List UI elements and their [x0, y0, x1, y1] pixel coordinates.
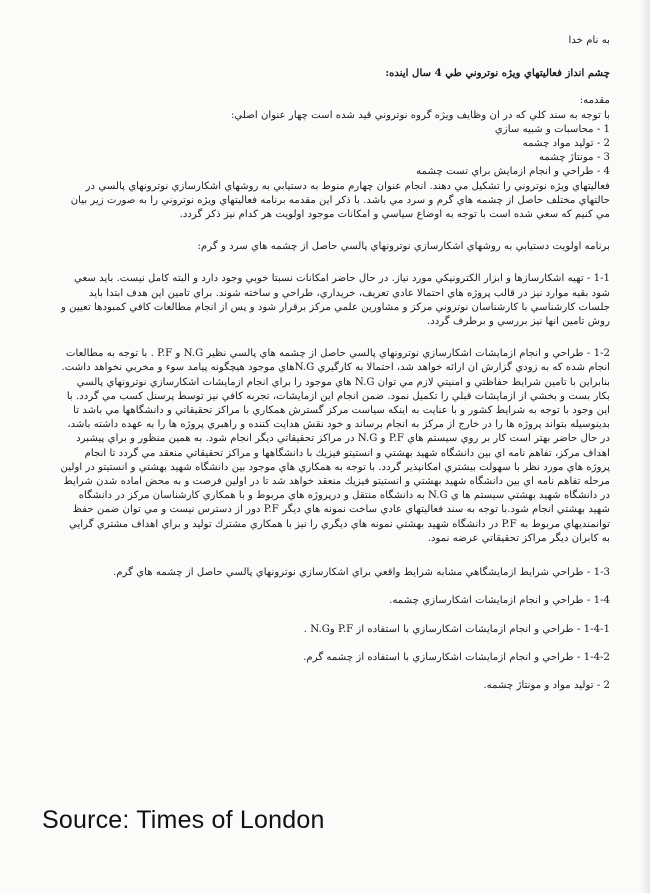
intro-heading: مقدمه:: [579, 95, 610, 107]
section-1-4-2: 1-4-2 - طراحي و انجام ازمايشات اشكارسازي با استفاده از چشمه گرم.: [303, 651, 610, 663]
intro-item-list: [58, 123, 610, 180]
intro-text: با توجه به سند كلي كه در ان وظايف ويژه گروه نوتروني قيد شده است چهار عنوان اصلي:: [230, 109, 610, 121]
section-1-4-1: 1-4-1 - طراحي و انجام ازمايشات اشكارسازي با استفاده از P.F وN.G .: [303, 623, 610, 635]
intro-paragraph: فعاليتهاي ويژه نوتروني را تشكيل مي دهند. انجام عنوان چهارم منوط به دستيابي به روشهاي اشكارسازي نوترونهاي پالسي در حالتهاي مختلف حاصل از چشمه هاي گرم و سرد مي باشد. با ذكر اين مقدمه برنامه فعاليتهاي ويژه نوتروني را به صورت زير بيان مي كنيم كه سعي شده است با توجه به اوضاع سياسي و امكانات موجود اولويت هر كدام نيز ذكر گردد.: [70, 180, 610, 221]
program-title: برنامه اولويت دستيابي به روشهاي اشكارسازي نوترونهاي پالسي حاصل از چشمه هاي سرد و گرم:: [197, 241, 610, 253]
intro-item: 4 - طراحي و انجام ازمايش براي تست چشمه: [416, 166, 610, 178]
intro-item: 1 - محاسبات و شبيه سازي: [494, 123, 610, 135]
source-caption: Source: Times of London: [42, 806, 325, 834]
document-title: چشم انداز فعاليتهاي ويژه نوتروني طي 4 سال اينده:: [385, 67, 610, 80]
section-1-3: 1-3 - طراحي شرايط ازمايشگاهي مشابه شرايط واقعي براي اشكارسازي نوترونهاي پالسي حاصل از چشمه هاي گرم.: [112, 567, 610, 579]
intro-item: 2 - توليد مواد چشمه: [522, 138, 610, 150]
section-1-4: 1-4 - طراحي و انجام ازمايشات اشكارسازي چشمه.: [389, 595, 610, 607]
section-2: 2 - توليد مواد و مونتاژ چشمه.: [483, 679, 610, 691]
intro-item: 3 - مونتاژ چشمه: [538, 152, 610, 164]
section-1-1: 1-1 - تهيه اشكارسازها و ابزار الكترونيكي مورد نياز. در حال حاضر امكانات نسبتا خوبي وجود دارد و البته كامل نيست. بايد سعي شود بقيه موارد نيز در قالب پروژه هاي احتمالا عادي تعريف، خريداري، طراحي و ساخته شوند. براي تامين اين هدف ابتدا بايد جلسات كارشناسي با كارشناسان نوتروني مركز و مشاورين علمي مركز برقرار شود و پس از انجام مطالعات كافي كمبودها تعيين و روش تامين انها نيز بررسي و برطرف گردد.: [60, 273, 610, 328]
section-1-2: 1-2 - طراحي و انجام ازمايشات اشكارسازي نوترونهاي پالسي حاصل از چشمه هاي پالسي نظير N.G و P.F . با توجه به مطالعات انجام شده كه به زودي گزارش ان ارائه خواهد شد، احتمالا به كارگيري N.Gهاي موجود هيچگونه پيامد سوء و مخربي نخواهد داشت. بنابراين با تامين شرايط حفاظتي و امنيتي لازم مي توان N.G هاي موجود را براي انجام ازمايشات اشكارسازي نوترونهاي پالسي بكار بست و بخشي از ازمايشات قبلي را تكميل نمود. ضمن انجام اين ازمايشات، تجربه كافي نيز توسط پرسنل كسب مي گردد. با اين وجود با توجه به شرايط كشور و با عنايت به اينكه سياست مركز گسترش همكاري با مراكز تحقيقاتي و دانشگاهها مي باشد تا بدينوسيله بتواند پروژه ها را در خارج از مركز به انجام برساند و خود نقش هدايت كننده و راهبري پروژه ها را به عهده داشته باشد، در حال حاضر بهتر است كار بر روي سيستم هاي P.F و N.G در مراكز تحقيقاتي ديگر انجام شود. به همين منظور و براي پيشبرد اهداف مركز، تفاهم نامه اي بين دانشگاه شهيد بهشتي و انستيتو فيزيك با دانشگاهها و مراكز تحقيقاتي منعقد مي گردد تا انجام پروژه هاي مورد نظر با سهولت بيشتري امكانپذير گردد. با توجه به همكاري هاي موجود بين دانشگاه شهيد بهشتي و انستيتو در اولين مرحله تفاهم نامه اي بين دانشگاه شهيد بهشتي و انستيتو فيزيك منعقد خواهد شد تا در اولين فرصت و به محض اماده شدن شرايط در دانشگاه شهيد بهشتي سيستم ها ي N.G به دانشگاه منتقل و درپروژه هاي مربوط و با همكاري كارشناسان مركز در دانشگاه شهيد بهشتي انجام شود.با توجه به سند فعاليتهاي عادي ساخت نمونه هاي ديگر P.F دور از دسترس نيست و مي توان ضمن حفظ توانمنديهاي مربوط به P.F در دانشگاه شهيد بهشتي نمونه هاي ديگري را نيز با همكاري مشترك توليد و براي اهداف مشتري گرايي به كابران ديگر مراكز تحقيقاتي عرضه نمود.: [60, 348, 610, 544]
basmala-heading: به نام خدا: [568, 35, 610, 46]
document-body: [58, 34, 610, 693]
page-edge-shadow: [640, 0, 650, 893]
